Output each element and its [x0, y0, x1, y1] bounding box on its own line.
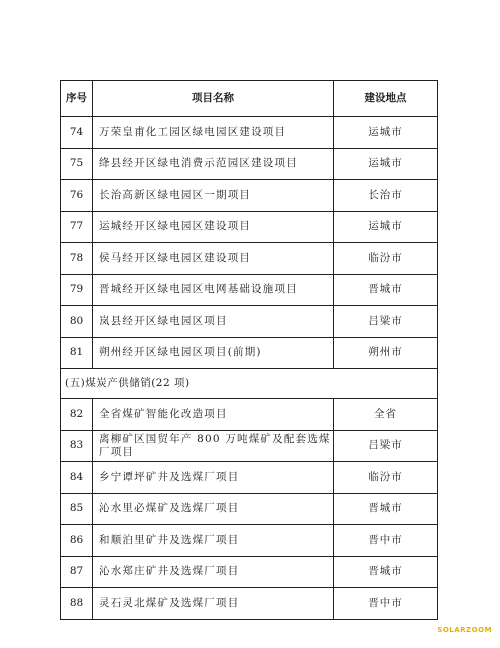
table-row [61, 462, 438, 494]
row-number: 83 [61, 430, 93, 462]
row-project-name: 全省煤矿智能化改造项目 [93, 399, 334, 431]
row-project-name: 乡宁谭坪矿井及选煤厂项目 [93, 462, 334, 494]
row-project-name: 万荣皇甫化工园区绿电园区建设项目 [93, 117, 334, 149]
row-number: 88 [61, 588, 93, 620]
row-number: 87 [61, 556, 93, 588]
row-location: 晋中市 [334, 588, 438, 620]
table-row [61, 148, 438, 180]
section-title: (五)煤炭产供储销(22 项) [61, 369, 438, 399]
table-row [61, 117, 438, 149]
table-row [61, 525, 438, 557]
row-location: 全省 [334, 399, 438, 431]
table-row [61, 180, 438, 212]
row-project-name: 岚县经开区绿电园区项目 [93, 306, 334, 338]
row-project-name: 离柳矿区国贸年产 800 万吨煤矿及配套选煤厂项目 [93, 430, 334, 462]
table-row [61, 274, 438, 306]
row-number: 85 [61, 493, 93, 525]
row-location: 吕梁市 [334, 306, 438, 338]
row-location: 吕梁市 [334, 430, 438, 462]
row-number: 86 [61, 525, 93, 557]
row-location: 长治市 [334, 180, 438, 212]
row-project-name: 和顺泊里矿井及选煤厂项目 [93, 525, 334, 557]
row-project-name: 长治高新区绿电园区一期项目 [93, 180, 334, 212]
row-number: 77 [61, 211, 93, 243]
table-row [61, 243, 438, 275]
row-project-name: 沁水里必煤矿及选煤厂项目 [93, 493, 334, 525]
table-row [61, 306, 438, 338]
table-row [61, 588, 438, 620]
row-number: 84 [61, 462, 93, 494]
table-row [61, 493, 438, 525]
section-row [61, 369, 438, 399]
row-location: 朔州市 [334, 337, 438, 369]
row-number: 75 [61, 148, 93, 180]
watermark-logo: SOLARZOOM [437, 626, 492, 634]
table-body-a [61, 117, 438, 369]
row-location: 运城市 [334, 117, 438, 149]
row-number: 82 [61, 399, 93, 431]
row-location: 晋城市 [334, 274, 438, 306]
header-number: 序号 [61, 81, 93, 117]
row-number: 79 [61, 274, 93, 306]
table-body-b [61, 399, 438, 620]
row-project-name: 灵石灵北煤矿及选煤厂项目 [93, 588, 334, 620]
row-project-name: 运城经开区绿电园区建设项目 [93, 211, 334, 243]
row-location: 运城市 [334, 148, 438, 180]
project-table [60, 80, 438, 620]
row-project-name: 沁水郑庄矿井及选煤厂项目 [93, 556, 334, 588]
row-location: 晋中市 [334, 525, 438, 557]
row-project-name: 晋城经开区绿电园区电网基础设施项目 [93, 274, 334, 306]
row-number: 80 [61, 306, 93, 338]
row-location: 临汾市 [334, 243, 438, 275]
table-header-row [61, 81, 438, 117]
row-number: 76 [61, 180, 93, 212]
row-project-name: 朔州经开区绿电园区项目(前期) [93, 337, 334, 369]
row-location: 运城市 [334, 211, 438, 243]
table-row [61, 337, 438, 369]
row-location: 临汾市 [334, 462, 438, 494]
row-project-name: 侯马经开区绿电园区建设项目 [93, 243, 334, 275]
table-row [61, 430, 438, 462]
table-row [61, 399, 438, 431]
row-project-name: 绛县经开区绿电消费示范园区建设项目 [93, 148, 334, 180]
header-project-name: 项目名称 [93, 81, 334, 117]
row-location: 晋城市 [334, 493, 438, 525]
row-number: 74 [61, 117, 93, 149]
row-number: 78 [61, 243, 93, 275]
header-location: 建设地点 [334, 81, 438, 117]
table-row [61, 211, 438, 243]
row-number: 81 [61, 337, 93, 369]
row-location: 晋城市 [334, 556, 438, 588]
table-row [61, 556, 438, 588]
